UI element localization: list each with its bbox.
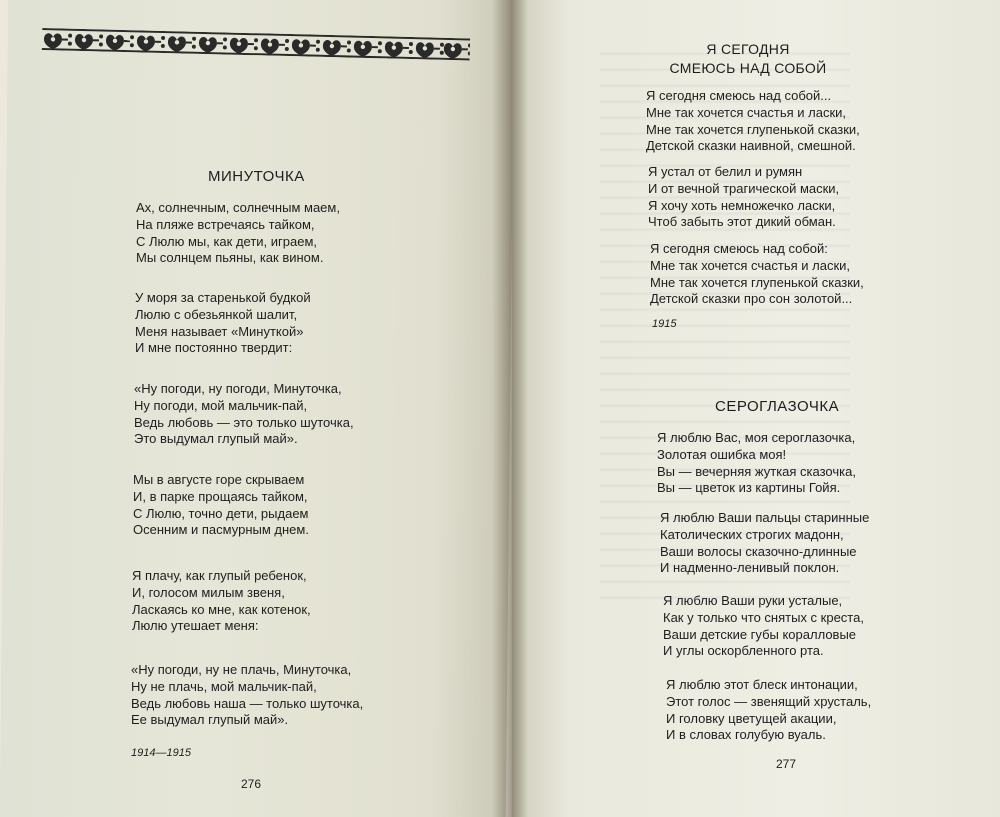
- verse-line: Меня называет «Минуткой»: [135, 323, 304, 339]
- verse-line: Я плачу, как глупый ребенок,: [132, 568, 307, 583]
- verse-line: Мне так хочется счастья и ласки,: [646, 104, 847, 120]
- verse-line: И от вечной трагической маски,: [648, 180, 840, 196]
- left-stanza-4: [133, 472, 309, 539]
- right-poem1-date: 1915: [652, 318, 677, 330]
- verse-line: Люлю с обезьянкой шалит,: [135, 306, 298, 322]
- verse-line: Ваши волосы сказочно-длинные: [660, 543, 857, 559]
- page-number-right: 277: [776, 757, 797, 771]
- verse-line: Вы — цветок из картины Гойя.: [657, 480, 841, 496]
- verse-line: Мы в августе горе скрываем: [133, 472, 305, 487]
- verse-line: Ведь любовь — это только шуточка,: [134, 414, 354, 430]
- verse-line: С Люлю мы, как дети, играем,: [136, 233, 318, 249]
- right-poem1-stanza-3: [650, 241, 864, 308]
- verse-line: Я люблю Вас, моя сероглазочка,: [657, 430, 856, 445]
- verse-line: Я сегодня смеюсь над собой...: [646, 88, 832, 103]
- verse-line: Этот голос — звенящий хрусталь,: [666, 693, 872, 709]
- verse-line: Детской сказки наивной, смешной.: [646, 138, 856, 154]
- verse-line: И мне постоянно твердит:: [135, 340, 293, 356]
- verse-line: Мне так хочется счастья и ласки,: [650, 257, 851, 273]
- verse-line: С Люлю, точно дети, рыдаем: [133, 505, 309, 521]
- right-poem1-stanza-1: [646, 88, 860, 155]
- verse-line: И углы оскорбленного рта.: [663, 643, 824, 659]
- title-line: Я СЕГОДНЯ: [706, 41, 790, 57]
- verse-line: Я сегодня смеюсь над собой:: [650, 241, 828, 256]
- verse-line: Осенним и пасмурным днем.: [133, 522, 309, 538]
- verse-line: Я люблю этот блеск интонации,: [666, 677, 858, 692]
- left-stanza-5: [132, 568, 311, 635]
- verse-line: Ласкаясь ко мне, как котенок,: [132, 601, 311, 617]
- left-stanza-6: [131, 662, 363, 729]
- title-line: СМЕЮСЬ НАД СОБОЙ: [669, 60, 827, 76]
- left-stanza-2: [135, 290, 311, 357]
- verse-line: Я хочу хоть немножечко ласки,: [648, 197, 836, 213]
- right-poem2-stanza-2: [660, 510, 869, 577]
- verse-line: Это выдумал глупый май».: [134, 431, 298, 447]
- verse-line: Как у только что снятых с креста,: [663, 609, 864, 625]
- left-stanza-3: [134, 381, 354, 448]
- verse-line: На пляже встречаясь тайком,: [136, 216, 315, 232]
- verse-line: И головку цветущей акации,: [666, 710, 837, 726]
- verse-line: Детской сказки про сон золотой...: [650, 291, 853, 307]
- poem-title-seroglazochka: СЕРОГЛАЗОЧКА: [715, 398, 840, 415]
- verse-line: И, голосом милым звеня,: [132, 584, 285, 600]
- verse-line: Мне так хочется глупенькой сказки,: [650, 274, 864, 290]
- verse-line: Я люблю Ваши руки усталые,: [663, 593, 843, 608]
- left-stanza-1: [136, 200, 340, 267]
- verse-line: Люлю утешает меня:: [132, 618, 259, 634]
- verse-line: И, в парке прощаясь тайком,: [133, 488, 308, 504]
- verse-line: Ах, солнечным, солнечным маем,: [136, 200, 340, 215]
- verse-line: Вы — вечерняя жуткая сказочка,: [657, 463, 856, 479]
- verse-line: Ее выдумал глупый май».: [131, 712, 289, 728]
- verse-line: У моря за старенькой будкой: [135, 290, 311, 305]
- verse-line: Мы солнцем пьяны, как вином.: [136, 250, 324, 266]
- verse-line: Ваши детские губы коралловые: [663, 626, 857, 642]
- right-poem2-stanza-4: [666, 677, 871, 744]
- verse-line: Ну погоди, мой мальчик-пай,: [134, 397, 308, 413]
- right-poem2-stanza-1: [657, 430, 856, 497]
- poem-title-ya-segodnya: [668, 40, 828, 78]
- poem-title-minutochka: МИНУТОЧКА: [208, 168, 305, 185]
- verse-line: Я устал от белил и румян: [648, 164, 803, 179]
- verse-line: Ведь любовь наша — только шуточка,: [131, 695, 364, 711]
- page-number-left: 276: [241, 777, 262, 791]
- right-poem1-stanza-2: [648, 164, 839, 231]
- verse-line: Чтоб забыть этот дикий обман.: [648, 214, 836, 230]
- verse-line: И в словах голубую вуаль.: [666, 727, 826, 743]
- verse-line: «Ну погоди, ну погоди, Минуточка,: [134, 381, 342, 396]
- verse-line: Я люблю Ваши пальцы старинные: [660, 510, 870, 525]
- verse-line: И надменно-ленивый поклон.: [660, 560, 840, 576]
- verse-line: «Ну погоди, ну не плачь, Минуточка,: [131, 662, 352, 677]
- book-gutter: [492, 0, 528, 817]
- verse-line: Католических строгих мадонн,: [660, 526, 844, 542]
- verse-line: Ну не плачь, мой мальчик-пай,: [131, 678, 317, 694]
- left-poem-date: 1914—1915: [131, 747, 191, 759]
- verse-line: Мне так хочется глупенькой сказки,: [646, 121, 860, 137]
- right-poem2-stanza-3: [663, 593, 864, 660]
- verse-line: Золотая ошибка моя!: [657, 446, 787, 462]
